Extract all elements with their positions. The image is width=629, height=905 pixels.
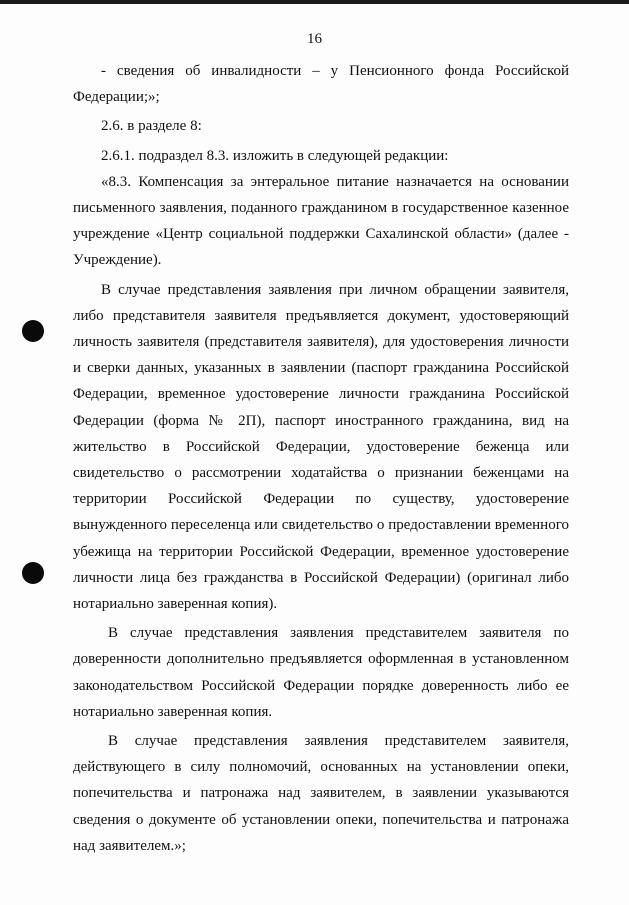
paragraph-personal-appeal: В случае представления заявления при личном обращении заявителя, либо представителя заявителя предъявляется документ, удостоверяющий личность заявителя (представителя заявителя), для удостоверения личности и сверки данных, указанных в заявлении (паспорт гражданина Российской Федерации, временное удостоверение личности гражданина Российской Федерации (форма № 2П), паспорт иностранного гражданина, вид на жительство в Российской Федерации, удостоверение беженца или свидетельство о рассмотрении ходатайства о признании беженцами на территории Российской Федерации по существу, удостоверение вынужденного переселенца или свидетельство о предоставлении временного убежища на территории Российской Федерации, временное удостоверение личности лица без гражданства в Российской Федерации) (оригинал либо нотариально заверенная копия). [73,281,569,613]
document-body [73,58,569,859]
paragraph-disability-info: - сведения об инвалидности – у Пенсионного фонда Российской Федерации;»; [73,63,569,106]
paragraph-8-3: «8.3. Компенсация за энтеральное питание назначается на основании письменного заявления, поданного гражданином в государственное казенное учреждение «Центр социальной поддержки Сахалинской области» (далее - Учреждение). [73,173,569,269]
page-number: 16 [307,31,322,47]
punch-hole-lower [22,562,44,584]
scan-edge-line [0,0,629,4]
paragraph-power-of-attorney: В случае представления заявления представителем заявителя по доверенности дополнительно предъявляется оформленная в установленном законодательством Российской Федерации порядке доверенность либо ее нотариально заверенная копия. [73,625,569,720]
paragraph-guardianship: В случае представления заявления представителем заявителя, действующего в силу полномочий, основанных на установлении опеки, попечительства и патронажа над заявителем, в заявлении указываются сведения о документе об установлении опеки, попечительства и патронажа над заявителем.»; [73,733,569,854]
paragraph-section-2-6-1: 2.6.1. подраздел 8.3. изложить в следующей редакции: [101,147,449,164]
punch-hole-upper [22,320,44,342]
paragraph-section-2-6: 2.6. в разделе 8: [101,118,202,135]
